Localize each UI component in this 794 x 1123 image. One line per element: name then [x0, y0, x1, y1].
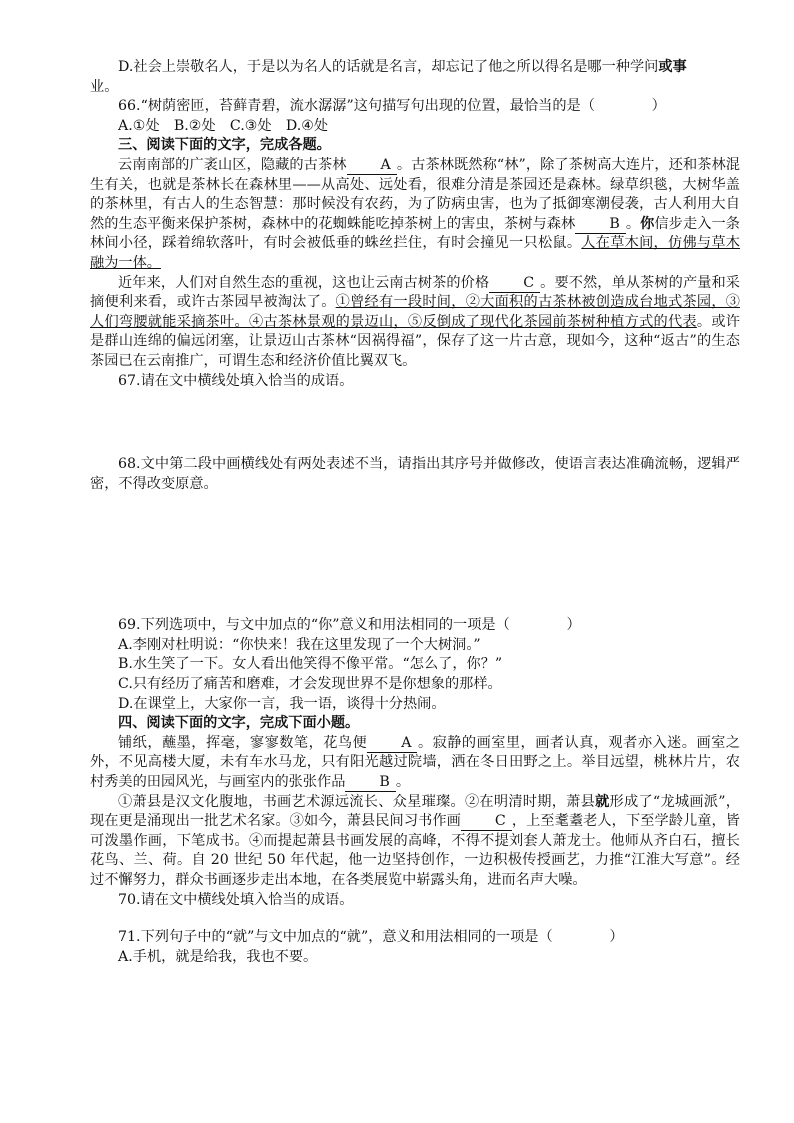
answer-space [90, 494, 740, 598]
passage-2-paragraph-1: 铺纸，蘸墨，挥毫，寥寥数笔，花鸟便 A 。寂静的画室里，画者认真，观者亦入迷。画室之外，不见高楼大厦，未有车水马龙，只有阳光越过院墙，洒在冬日田野之上。举目远望，桃林片片，农村秀美的田园风光，与画室内的张张作品 B 。 [90, 734, 740, 791]
answer-space [90, 910, 740, 928]
question-69-option-b: B.水生笑了一下。女人看出他笑得不像平常。“怎么了，你？” [118, 656, 503, 673]
question-67: 67.请在文中横线处填入恰当的成语。 [118, 372, 354, 389]
question-68: 68.文中第二段中画横线处有两处表述不当，请指出其序号并做修改，使语言表达准确流畅，逻辑严密，不得改变原意。 [90, 456, 740, 492]
blank-a: A [367, 735, 417, 753]
blank-a: A [347, 157, 397, 175]
option-d-text: D.社会上崇敬名人，于是以为名人的话就是名言，却忘记了他之所以得名是哪一种学问或事 [118, 59, 687, 75]
question-71: 71.下列句子中的“就”与文中加点的“就”，意义和用法相同的一项是（ ） [118, 929, 624, 946]
passage-2-paragraph-2: ①萧县是汉文化腹地，书画艺术源远流长、众星璀璨。②在明清时期，萧县就形成了“龙城画派”，现在更是涌现出一批艺术名家。③如今，萧县民间习书作画 C ，上至耄耋老人，下至学龄儿童，皆可泼墨作画，下笔成书。④而提起萧县书画发展的高峰，不得不提刘套人萧龙士。他师从齐白石，擅长花鸟、兰、荷。自 20 世纪 50 年代起，他一边坚持创作，一边积极传授画艺，力推“江淮大写意”。经过不懈努力，群众书画逐步走出本地，在各类展览中崭露头角，进而名声大噪。 [90, 793, 740, 888]
passage-1-paragraph-2: 近年来，人们对自然生态的重视，这也让云南古树茶的价格 C 。要不然，单从茶树的产量和采摘便利来看，或许古茶园早被淘汰了。①曾经有一段时间，②大面积的古茶林被创造成台地式茶园，③人们弯腰就能采摘茶叶。④古茶林景观的景迈山，⑤反倒成了现代化茶园前茶树种植方式的代表。或许是群山连绵的偏远闭塞，让景迈山古茶林“因祸得福”，保存了这一片古意，现如今，这种“返古”的生态茶园已在云南推广，可谓生态和经济价值比翼双飞。 [90, 274, 740, 369]
blank-c: C [489, 275, 540, 293]
blank-b: B [575, 216, 625, 234]
question-70: 70.请在文中横线处填入恰当的成语。 [118, 891, 354, 908]
blank-b: B [345, 774, 395, 792]
bold-text: 或事 [658, 59, 687, 75]
question-66-options: A.①处 B.②处 C.③处 D.④处 [118, 117, 329, 134]
dotted-word-jiu: 就 [595, 793, 610, 810]
section-3-heading: 三、阅读下面的文字，完成各题。 [118, 137, 331, 154]
answer-space [90, 391, 740, 437]
question-69: 69.下列选项中，与文中加点的“你”意义和用法相同的一项是（ ） [118, 617, 581, 634]
question-69-option-c: C.只有经历了痛苦和磨难，才会发现世界不是你想象的那样。 [118, 676, 502, 693]
dotted-word-ni: 你 [640, 215, 655, 232]
question-71-option-a: A.手机，就是给我，我也不要。 [118, 948, 318, 965]
passage-1-paragraph-1: 云南南部的广袤山区，隐藏的古茶林 A 。古茶林既然称“林”，除了茶树高大连片，还和茶林混生有关，也就是茶林长在森林里——从高处、远处看，很难分清是茶园还是森林。绿草织毯，大树华盖的茶林里，有古人的生态智慧：那时候没有农药，为了防病虫害，也为了抵御寒潮侵袭，古人利用大自然的生态平衡来保护茶树，森林中的花蜘蛛能吃掉茶树上的害虫，茶树与森林 B 。你信步走入一条林间小径，踩着绵软落叶，有时会被低垂的蛛丝拦住，有时会撞见一只松鼠。人在草木间，仿佛与草木融为一体。 [90, 156, 740, 271]
question-69-option-d: D.在课堂上，大家你一言，我一语，谈得十分热闹。 [118, 695, 446, 712]
question-66: 66.“树荫密匝，苔藓青碧，流水潺潺”这句描写句出现的位置，最恰当的是（ ） [118, 98, 666, 115]
question-69-option-a: A.李刚对杜明说：“你快来！我在这里发现了一个大树洞。” [118, 636, 481, 653]
section-4-heading: 四、阅读下面的文字，完成下面小题。 [118, 715, 360, 732]
blank-c: C [461, 813, 512, 831]
underlined-sentence: 人在草木间，仿佛与草木融为一体。 [90, 235, 740, 271]
underlined-passage: ①曾经有一段时间，②大面积的古茶林被创造成台地式茶园，③人们弯腰就能采摘茶叶。④古茶林景观的景迈山，⑤反倒成了现代化茶园前茶树种植方式的代表 [90, 294, 740, 330]
document-page [90, 58, 740, 967]
option-d-continuation: 业。 [90, 78, 119, 95]
